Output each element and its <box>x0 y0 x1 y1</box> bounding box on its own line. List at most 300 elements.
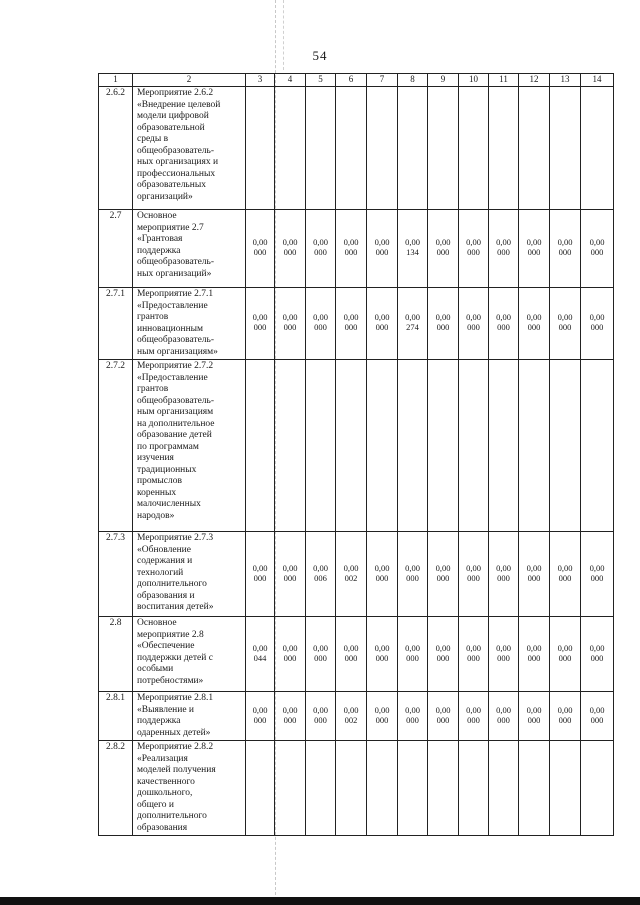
value-cell <box>550 360 581 532</box>
row-number: 2.8 <box>99 617 133 692</box>
description-line: Основное <box>137 618 177 628</box>
cell-value-part: 0,00 <box>435 237 451 248</box>
description-line: ных организаций» <box>137 268 212 279</box>
cell-value-part: 0,00 <box>466 562 481 573</box>
value-cell <box>489 210 519 288</box>
cell-value <box>375 237 390 257</box>
cell-value-part: 0,00 <box>313 642 328 653</box>
budget-table <box>98 73 614 836</box>
cell-value-part: 000 <box>590 714 604 725</box>
value-cell <box>519 210 550 288</box>
cell-value <box>558 643 573 663</box>
cell-value <box>253 643 268 663</box>
header-cell: 7 <box>367 74 398 87</box>
description-line: среды в <box>137 134 169 144</box>
cell-value <box>436 237 451 257</box>
description-line: образовательной <box>137 122 205 133</box>
value-cell <box>519 87 550 210</box>
cell-value <box>527 312 542 332</box>
value-cell <box>428 87 459 210</box>
cell-value <box>466 312 481 332</box>
description-line: Мероприятие 2.7.1 <box>137 289 214 299</box>
cell-value-part: 000 <box>314 322 327 333</box>
description-line: на дополнительное <box>137 418 215 429</box>
value-cell <box>336 692 367 741</box>
cell-value-part: 0,00 <box>343 237 359 248</box>
cell-value-part: 000 <box>497 714 510 725</box>
value-cell <box>336 532 367 617</box>
value-cell <box>489 288 519 360</box>
value-cell <box>398 617 428 692</box>
row-number: 2.7.3 <box>99 532 133 617</box>
row-number: 2.7.2 <box>99 360 133 532</box>
value-cell <box>246 532 275 617</box>
description-line: технологий <box>137 567 184 578</box>
cell-value <box>436 705 451 725</box>
value-cell <box>550 741 581 836</box>
header-cell: 9 <box>428 74 459 87</box>
cell-value-part: 000 <box>590 247 604 258</box>
value-cell <box>246 87 275 210</box>
description-line: поддержка <box>137 716 181 726</box>
cell-value-part: 000 <box>406 714 419 725</box>
value-cell <box>336 288 367 360</box>
cell-value <box>344 705 359 725</box>
header-cell: 12 <box>519 74 550 87</box>
value-cell <box>428 360 459 532</box>
cell-value-part: 0,00 <box>374 642 390 653</box>
value-cell <box>246 210 275 288</box>
cell-value-part: 0,00 <box>374 312 390 323</box>
cell-value-part: 000 <box>527 322 541 333</box>
cell-value <box>253 237 268 257</box>
value-cell <box>246 741 275 836</box>
value-cell <box>459 532 489 617</box>
cell-value-part: 0,00 <box>282 312 298 323</box>
cell-value-part: 000 <box>314 247 327 258</box>
value-cell <box>459 210 489 288</box>
cell-value <box>405 643 420 663</box>
cell-value <box>496 643 511 663</box>
value-cell <box>306 360 336 532</box>
description-line: общеобразователь- <box>137 257 215 267</box>
cell-value-part: 0,00 <box>589 562 605 573</box>
value-cell <box>306 87 336 210</box>
description-line: «Реализация <box>137 753 188 764</box>
cell-value-part: 0,00 <box>252 562 268 573</box>
cell-value-part: 0,00 <box>557 642 573 653</box>
description-line: дополнительного <box>137 579 207 589</box>
cell-value <box>344 312 359 332</box>
value-cell <box>336 87 367 210</box>
description-line: одаренных детей» <box>137 727 211 738</box>
page-number: 54 <box>312 48 328 63</box>
value-cell <box>428 741 459 836</box>
row-number: 2.7.1 <box>99 288 133 360</box>
cell-value-part: 0,00 <box>405 642 420 653</box>
value-cell <box>428 532 459 617</box>
value-cell <box>581 360 614 532</box>
cell-value <box>590 563 605 583</box>
cell-value <box>283 563 298 583</box>
value-cell <box>550 87 581 210</box>
cell-value-part: 0,00 <box>435 642 451 653</box>
description-line: поддержка <box>137 245 181 256</box>
cell-value-part: 000 <box>558 322 572 333</box>
value-cell <box>519 692 550 741</box>
cell-value-part: 000 <box>497 322 510 333</box>
cell-value-part: 000 <box>436 714 450 725</box>
description-line: ным организациям <box>137 407 214 417</box>
cell-value-part: 0,00 <box>557 704 573 715</box>
header-cell: 8 <box>398 74 428 87</box>
cell-value <box>344 237 359 257</box>
description-line: образования <box>137 822 188 833</box>
cell-value <box>590 705 605 725</box>
cell-value-part: 000 <box>558 652 572 663</box>
value-cell <box>519 360 550 532</box>
value-cell <box>489 692 519 741</box>
cell-value-part: 000 <box>314 652 327 663</box>
cell-value <box>558 312 573 332</box>
value-cell <box>275 87 306 210</box>
value-cell <box>519 288 550 360</box>
value-cell <box>398 692 428 741</box>
description-line: грантов <box>137 384 169 394</box>
cell-value <box>253 312 268 332</box>
cell-value <box>466 563 481 583</box>
cell-value-part: 0,00 <box>252 704 268 715</box>
description-line: Мероприятие 2.7.3 <box>137 533 214 543</box>
cell-value-part: 0,00 <box>374 237 390 248</box>
description-line: Мероприятие 2.8.1 <box>137 693 214 703</box>
cell-value-part: 000 <box>344 322 358 333</box>
cell-value <box>496 563 511 583</box>
cell-value-part: 000 <box>590 322 604 333</box>
cell-value <box>436 563 451 583</box>
value-cell <box>367 288 398 360</box>
cell-value <box>527 563 542 583</box>
cell-value <box>405 237 420 257</box>
description-line: особыми <box>137 664 174 674</box>
cell-value-part: 000 <box>283 714 297 725</box>
cell-value-part: 000 <box>314 714 327 725</box>
cell-value-part: 0,00 <box>313 562 328 573</box>
cell-value <box>496 705 511 725</box>
value-cell <box>459 360 489 532</box>
cell-value-part: 002 <box>344 572 358 583</box>
header-cell: 13 <box>550 74 581 87</box>
value-cell <box>398 288 428 360</box>
description-line: общеобразователь- <box>137 395 215 406</box>
value-cell <box>246 617 275 692</box>
value-cell <box>581 87 614 210</box>
cell-value <box>405 705 420 725</box>
value-cell <box>428 210 459 288</box>
cell-value-part: 000 <box>344 247 358 258</box>
cell-value <box>558 563 573 583</box>
cell-value-part: 0,00 <box>496 312 511 323</box>
description-line: организаций» <box>137 191 193 202</box>
value-cell <box>275 532 306 617</box>
value-cell <box>367 210 398 288</box>
cell-value <box>375 312 390 332</box>
cell-value-part: 0,00 <box>343 704 359 715</box>
cell-value-part: 0,00 <box>466 312 481 323</box>
row-description <box>133 692 246 741</box>
value-cell <box>306 741 336 836</box>
cell-value-part: 0,00 <box>557 562 573 573</box>
description-line: потребностями» <box>137 675 204 686</box>
table-row <box>99 360 614 532</box>
row-description <box>133 360 246 532</box>
cell-value-part: 0,00 <box>405 704 420 715</box>
description-line: мероприятие 2.8 <box>137 629 204 640</box>
description-line: «Внедрение целевой <box>137 99 221 110</box>
value-cell <box>581 617 614 692</box>
description-line: малочисленных <box>137 499 201 509</box>
description-line: «Обеспечение <box>137 641 195 651</box>
value-cell <box>306 288 336 360</box>
cell-value-part: 0,00 <box>589 642 605 653</box>
value-cell <box>428 692 459 741</box>
cell-value <box>344 563 359 583</box>
cell-value-part: 0,00 <box>405 562 420 573</box>
value-cell <box>367 360 398 532</box>
cell-value-part: 000 <box>558 572 572 583</box>
value-cell <box>428 617 459 692</box>
value-cell <box>519 617 550 692</box>
cell-value-part: 000 <box>283 652 297 663</box>
value-cell <box>550 210 581 288</box>
cell-value-part: 000 <box>558 247 572 258</box>
value-cell <box>550 532 581 617</box>
value-cell <box>398 532 428 617</box>
description-line: качественного <box>137 776 195 787</box>
cell-value-part: 000 <box>467 322 480 333</box>
cell-value-part: 000 <box>497 247 510 258</box>
header-cell: 14 <box>581 74 614 87</box>
value-cell <box>489 532 519 617</box>
cell-value-part: 000 <box>527 714 541 725</box>
cell-value-part: 000 <box>436 322 450 333</box>
cell-value-part: 000 <box>590 652 604 663</box>
cell-value <box>313 643 328 663</box>
value-cell <box>519 741 550 836</box>
cell-value <box>466 237 481 257</box>
cell-value-part: 0,00 <box>435 312 451 323</box>
cell-value-part: 0,00 <box>252 237 268 248</box>
cell-value-part: 0,00 <box>252 642 268 653</box>
value-cell <box>367 617 398 692</box>
value-cell <box>459 741 489 836</box>
cell-value-part: 0,00 <box>282 704 298 715</box>
header-cell: 3 <box>246 74 275 87</box>
cell-value <box>496 312 511 332</box>
description-line: Мероприятие 2.7.2 <box>137 361 214 371</box>
description-line: Мероприятие 2.8.2 <box>137 742 214 752</box>
description-line: «Предоставление <box>137 372 208 383</box>
cell-value-part: 0,00 <box>313 704 328 715</box>
cell-value-part: 0,00 <box>526 642 542 653</box>
table-row <box>99 288 614 360</box>
description-line: образования и <box>137 590 195 601</box>
row-description <box>133 288 246 360</box>
cell-value <box>558 705 573 725</box>
value-cell <box>459 692 489 741</box>
value-cell <box>275 741 306 836</box>
table-row <box>99 210 614 288</box>
cell-value-part: 006 <box>314 572 327 583</box>
cell-value <box>466 643 481 663</box>
cell-value <box>466 705 481 725</box>
cell-value <box>375 643 390 663</box>
cell-value-part: 000 <box>253 572 267 583</box>
description-line: ным организациям» <box>137 346 218 357</box>
cell-value-part: 0,00 <box>526 562 542 573</box>
cell-value <box>283 312 298 332</box>
value-cell <box>489 741 519 836</box>
description-line: дополнительного <box>137 811 207 821</box>
value-cell <box>550 288 581 360</box>
cell-value-part: 0,00 <box>466 642 481 653</box>
cell-value <box>558 237 573 257</box>
cell-value <box>590 312 605 332</box>
cell-value-part: 0,00 <box>405 237 420 248</box>
value-cell <box>367 87 398 210</box>
scan-edge <box>0 897 640 905</box>
cell-value <box>405 563 420 583</box>
cell-value-part: 0,00 <box>282 642 298 653</box>
cell-value-part: 000 <box>497 572 510 583</box>
description-line: грантов <box>137 312 169 322</box>
value-cell <box>581 741 614 836</box>
cell-value-part: 002 <box>344 714 358 725</box>
value-cell <box>275 288 306 360</box>
row-number: 2.8.1 <box>99 692 133 741</box>
row-description <box>133 532 246 617</box>
cell-value <box>283 705 298 725</box>
header-row <box>99 74 614 87</box>
cell-value-part: 0,00 <box>313 237 328 248</box>
value-cell <box>398 87 428 210</box>
description-line: поддержки детей с <box>137 652 213 663</box>
value-cell <box>459 87 489 210</box>
cell-value-part: 0,00 <box>343 312 359 323</box>
cell-value-part: 0,00 <box>343 642 359 653</box>
cell-value-part: 000 <box>283 247 297 258</box>
cell-value-part: 000 <box>375 322 389 333</box>
description-line: изучения <box>137 453 174 463</box>
cell-value-part: 0,00 <box>343 562 359 573</box>
cell-value-part: 0,00 <box>466 237 481 248</box>
cell-value-part: 000 <box>527 247 541 258</box>
cell-value-part: 000 <box>375 572 389 583</box>
cell-value-part: 000 <box>436 247 450 258</box>
value-cell <box>459 288 489 360</box>
cell-value <box>527 643 542 663</box>
description-line: народов» <box>137 510 175 521</box>
table-row <box>99 617 614 692</box>
table-row <box>99 692 614 741</box>
cell-value-part: 000 <box>375 652 389 663</box>
cell-value-part: 000 <box>283 322 297 333</box>
cell-value-part: 0,00 <box>374 562 390 573</box>
cell-value-part: 000 <box>253 714 267 725</box>
cell-value-part: 0,00 <box>496 704 511 715</box>
header-cell: 6 <box>336 74 367 87</box>
description-line: воспитания детей» <box>137 602 214 612</box>
cell-value <box>253 705 268 725</box>
value-cell <box>306 210 336 288</box>
cell-value-part: 0,00 <box>496 562 511 573</box>
value-cell <box>306 617 336 692</box>
value-cell <box>246 692 275 741</box>
row-number: 2.8.2 <box>99 741 133 836</box>
cell-value <box>405 312 420 332</box>
cell-value <box>527 705 542 725</box>
cell-value-part: 000 <box>590 572 604 583</box>
cell-value-part: 0,00 <box>282 562 298 573</box>
description-line: профессиональных <box>137 168 216 179</box>
description-line: образование детей <box>137 430 212 440</box>
description-line: «Обновление <box>137 544 191 555</box>
header-cell: 2 <box>133 74 246 87</box>
cell-value <box>590 643 605 663</box>
description-line: общего и <box>137 799 174 810</box>
cell-value-part: 0,00 <box>435 562 451 573</box>
value-cell <box>398 360 428 532</box>
row-description <box>133 617 246 692</box>
cell-value <box>313 705 328 725</box>
cell-value <box>344 643 359 663</box>
cell-value-part: 000 <box>344 652 358 663</box>
header-cell: 5 <box>306 74 336 87</box>
value-cell <box>275 617 306 692</box>
description-line: Мероприятие 2.6.2 <box>137 88 214 98</box>
cell-value-part: 000 <box>467 247 480 258</box>
cell-value-part: 000 <box>253 247 267 258</box>
cell-value <box>313 312 328 332</box>
cell-value-part: 0,00 <box>405 312 420 323</box>
description-line: моделей получения <box>137 765 216 775</box>
cell-value-part: 0,00 <box>252 312 268 323</box>
description-line: модели цифровой <box>137 111 209 121</box>
cell-value <box>436 643 451 663</box>
value-cell <box>336 617 367 692</box>
value-cell <box>306 532 336 617</box>
cell-value-part: 000 <box>283 572 297 583</box>
header-cell: 4 <box>275 74 306 87</box>
cell-value-part: 000 <box>467 572 480 583</box>
cell-value-part: 0,00 <box>589 704 605 715</box>
description-line: традиционных <box>137 464 197 475</box>
value-cell <box>367 692 398 741</box>
description-line: содержания и <box>137 556 193 566</box>
table-row <box>99 87 614 210</box>
cell-value <box>590 237 605 257</box>
value-cell <box>489 87 519 210</box>
table-row <box>99 532 614 617</box>
cell-value-part: 000 <box>467 714 480 725</box>
description-line: общеобразователь- <box>137 335 215 345</box>
cell-value-part: 000 <box>436 652 450 663</box>
cell-value-part: 274 <box>406 322 419 333</box>
cell-value-part: 0,00 <box>496 237 511 248</box>
value-cell <box>246 288 275 360</box>
description-line: Основное <box>137 211 177 221</box>
description-line: «Выявление и <box>137 704 194 715</box>
